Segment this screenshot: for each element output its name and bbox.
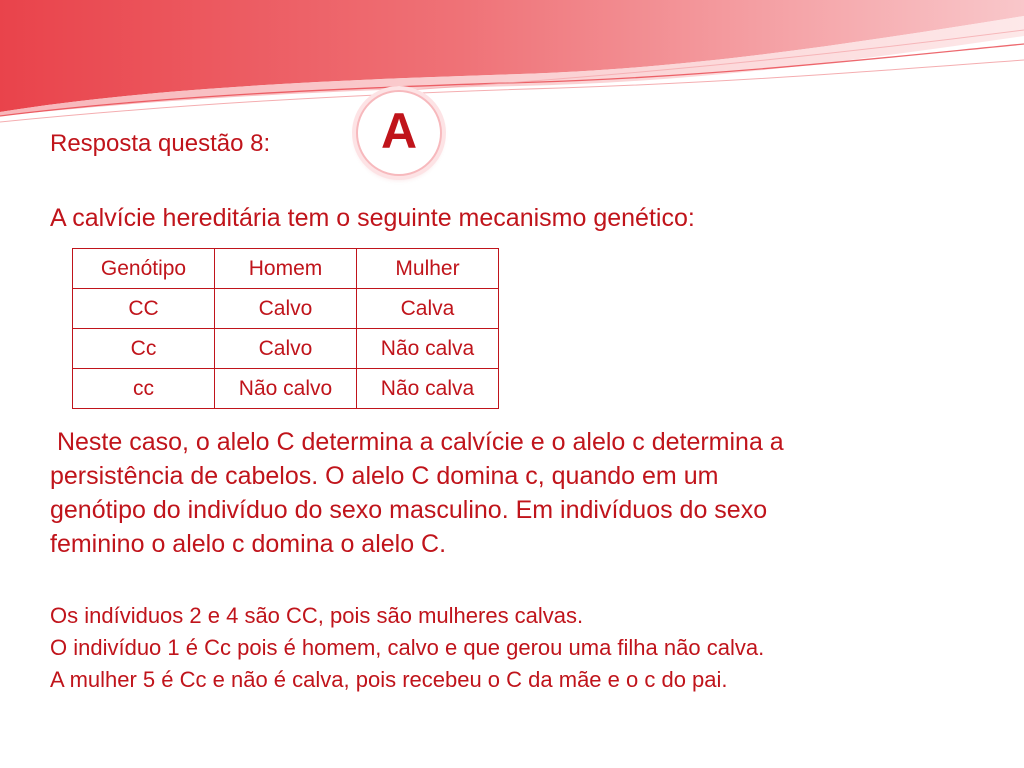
header-cell-genotype: Genótipo [73, 249, 215, 289]
table-cell: Não calva [357, 329, 499, 369]
conclusion-line: Os indíviduos 2 e 4 são CC, pois são mulheres calvas. [50, 603, 584, 628]
table-cell: Não calva [357, 369, 499, 409]
table-cell: CC [73, 289, 215, 329]
table-cell: Calvo [215, 289, 357, 329]
table-cell: Calvo [215, 329, 357, 369]
explanation-paragraph [50, 425, 990, 561]
header-cell-female: Mulher [357, 249, 499, 289]
conclusions-paragraph [50, 600, 764, 696]
table-row [73, 289, 499, 329]
table-row [73, 329, 499, 369]
intro-text: A calvície hereditária tem o seguinte mecanismo genético: [50, 204, 695, 232]
genotype-table [72, 248, 499, 409]
explanation-line: feminino o alelo c domina o alelo C. [50, 530, 447, 558]
table-header-row [73, 249, 499, 289]
explanation-line: Neste caso, o alelo C determina a calvície e o alelo c determina a [50, 428, 784, 456]
conclusion-line: O indivíduo 1 é Cc pois é homem, calvo e que gerou uma filha não calva. [50, 635, 765, 660]
answer-letter: A [380, 103, 418, 159]
table-cell: Cc [73, 329, 215, 369]
answer-badge [356, 90, 442, 176]
header-wave-decoration [0, 0, 1024, 130]
explanation-line: genótipo do indivíduo do sexo masculino. Em indivíduos do sexo [50, 496, 768, 524]
answer-label: Resposta questão 8: [50, 130, 271, 157]
header-cell-male: Homem [215, 249, 357, 289]
explanation-line: persistência de cabelos. O alelo C domina c, quando em um [50, 462, 719, 490]
table-cell: Não calvo [215, 369, 357, 409]
conclusion-line: A mulher 5 é Cc e não é calva, pois recebeu o C da mãe e o c do pai. [50, 667, 728, 692]
table-row [73, 369, 499, 409]
table-cell: cc [73, 369, 215, 409]
table-cell: Calva [357, 289, 499, 329]
